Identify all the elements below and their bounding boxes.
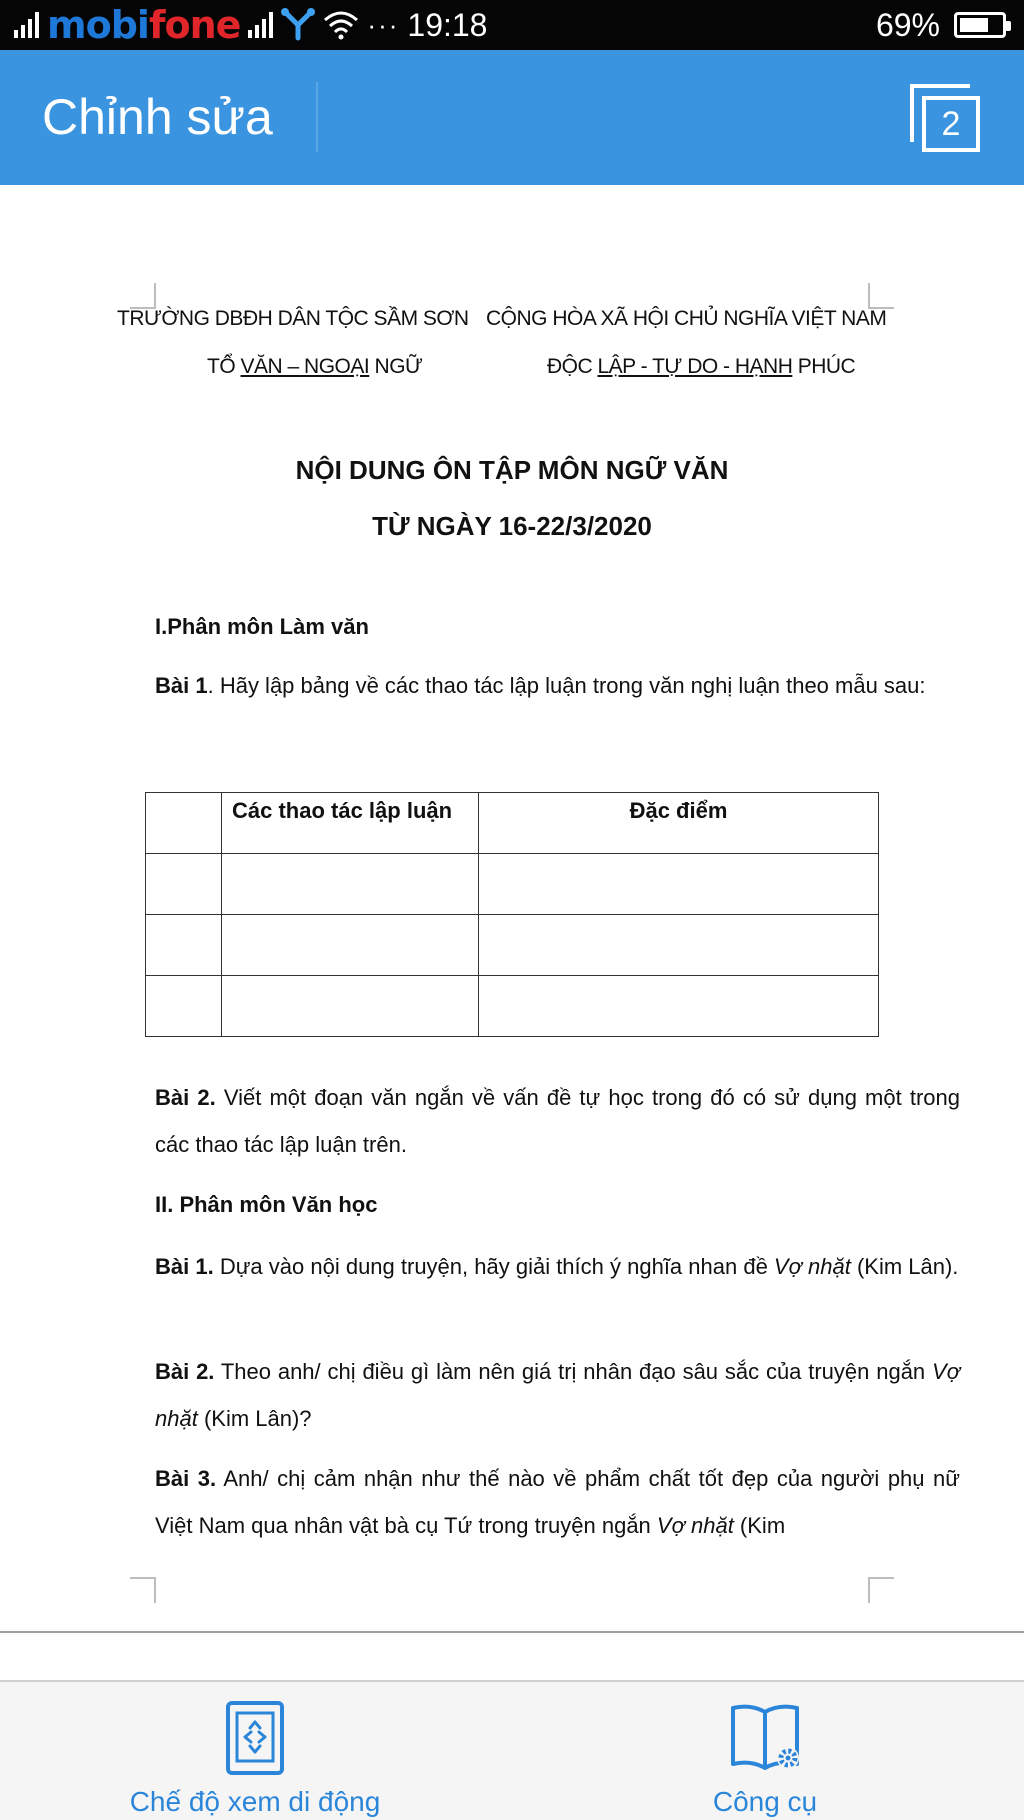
tools-label: Công cụ xyxy=(712,1786,818,1817)
header-department-prefix: TỔ xyxy=(207,355,241,378)
header-country: CỘNG HÒA XÃ HỘI CHỦ NGHĨA VIỆT NAM xyxy=(486,307,887,330)
table-cell xyxy=(479,915,879,976)
work-title: Vợ nhặt xyxy=(155,1359,960,1431)
table-header-cell: Đặc điểm xyxy=(479,793,879,854)
mobile-view-label: Chế độ xem di động xyxy=(129,1786,381,1817)
header-school: TRƯỜNG DBĐH DÂN TỘC SẦM SƠN xyxy=(117,307,469,330)
table-cell xyxy=(146,976,222,1037)
header-department-underlined: VĂN – NGOẠI xyxy=(240,355,370,378)
table-cell xyxy=(222,854,479,915)
page-count-button[interactable] xyxy=(910,84,980,152)
status-bar xyxy=(0,0,1024,50)
work-title: Vợ nhặt xyxy=(773,1254,851,1279)
carrier-part-1: mobi xyxy=(47,3,149,47)
exercise-2-3 xyxy=(155,1455,960,1549)
margin-corner-bottom-left xyxy=(130,1577,156,1603)
status-left xyxy=(14,0,487,50)
page-count-value: 2 xyxy=(922,96,980,152)
status-right xyxy=(876,0,1006,50)
exercise-text: . Hãy lập bảng về các thao tác lập luận trong văn nghị luận theo mẫu sau: xyxy=(207,673,926,698)
exercise-label: Bài 2. xyxy=(155,1359,215,1384)
table-header-cell: Các thao tác lập luận xyxy=(222,793,479,854)
signal-icon xyxy=(14,12,39,38)
document-title: NỘI DUNG ÔN TẬP MÔN NGỮ VĂN xyxy=(295,455,729,485)
exercise-table xyxy=(145,792,879,1037)
table-row xyxy=(146,915,879,976)
exercise-label: Bài 3. xyxy=(155,1466,217,1491)
table-cell xyxy=(222,915,479,976)
page-edge xyxy=(0,1631,1024,1633)
exercise-2-1 xyxy=(155,1243,960,1290)
signal-2-icon xyxy=(248,12,273,38)
table-cell xyxy=(222,976,479,1037)
document-date: TỪ NGÀY 16-22/3/2020 xyxy=(372,511,652,541)
work-title: Vợ nhặt xyxy=(656,1513,734,1538)
table-header-cell xyxy=(146,793,222,854)
table-cell xyxy=(479,854,879,915)
data-network-icon xyxy=(281,8,315,42)
exercise-1-2 xyxy=(155,1074,960,1168)
book-gear-icon xyxy=(727,1698,803,1778)
status-time: 19:18 xyxy=(407,6,488,43)
table-row xyxy=(146,854,879,915)
exercise-label: Bài 2. xyxy=(155,1085,216,1110)
page-title[interactable]: Chỉnh sửa xyxy=(42,89,273,145)
section-heading-1: I.Phân môn Làm văn xyxy=(155,614,369,639)
margin-corner-top-right xyxy=(868,283,894,309)
app-bar xyxy=(0,50,1024,185)
margin-corner-bottom-right xyxy=(868,1577,894,1603)
mobile-view-icon xyxy=(225,1698,285,1778)
battery-fill xyxy=(960,18,988,32)
bottom-toolbar xyxy=(0,1680,1024,1820)
header-department xyxy=(207,355,422,379)
exercise-text: Theo anh/ chị điều gì làm nên giá trị nhân đạo sâu sắc của truyện ngắn xyxy=(214,1359,933,1384)
exercise-text-end: (Kim xyxy=(733,1513,786,1538)
mobile-view-button[interactable] xyxy=(120,1682,390,1820)
more-notifications: ··· xyxy=(367,9,400,40)
table-cell xyxy=(479,976,879,1037)
carrier-name xyxy=(47,3,241,47)
exercise-label: Bài 1 xyxy=(155,673,208,698)
section-heading-2: II. Phân môn Văn học xyxy=(155,1192,378,1217)
header-motto-underlined: LẬP - TỰ DO - HẠNH xyxy=(597,355,793,378)
exercise-label: Bài 1. xyxy=(155,1254,214,1279)
wifi-icon xyxy=(323,10,359,40)
table-cell xyxy=(146,854,222,915)
tools-button[interactable] xyxy=(680,1682,850,1820)
table-cell xyxy=(146,915,222,976)
exercise-text: Anh/ chị cảm nhận như thế nào về phẩm chất tốt đẹp của người phụ nữ Việt Nam qua nhân vật bà cụ Tứ trong truyện ngắn xyxy=(155,1466,960,1538)
battery-percent: 69% xyxy=(875,6,940,43)
header-department-suffix: NGỮ xyxy=(369,355,423,378)
exercise-text-end: (Kim Lân). xyxy=(850,1254,959,1279)
carrier-part-2: fone xyxy=(148,3,241,47)
table-row xyxy=(146,976,879,1037)
exercise-text: Dựa vào nội dung truyện, hãy giải thích ý nghĩa nhan đề xyxy=(213,1254,774,1279)
header-motto xyxy=(547,355,855,379)
header-motto-suffix: PHÚC xyxy=(792,355,856,378)
header-motto-prefix: ĐỘC xyxy=(547,355,598,378)
margin-corner-top-left xyxy=(130,283,156,309)
exercise-2-2 xyxy=(155,1348,960,1442)
battery-icon xyxy=(954,12,1006,38)
exercise-1-1 xyxy=(155,662,960,709)
document-page[interactable] xyxy=(0,185,1024,1635)
exercise-text-end: (Kim Lân)? xyxy=(197,1406,312,1431)
app-bar-divider xyxy=(316,82,318,152)
table-header-row xyxy=(146,793,879,854)
exercise-text: Viết một đoạn văn ngắn về vấn đề tự học trong đó có sử dụng một trong các thao tác lập luận trên. xyxy=(155,1085,960,1157)
